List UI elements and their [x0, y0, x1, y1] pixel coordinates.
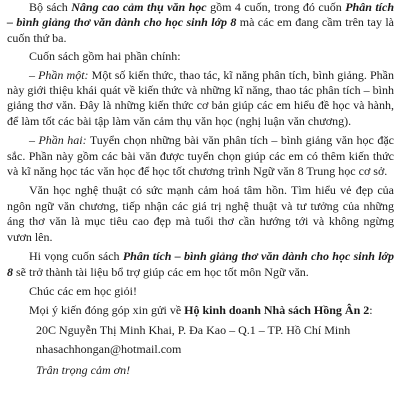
- intro-paragraph: [7, 0, 394, 46]
- publisher-name: Hộ kinh doanh Nhà sách Hồng Ân 2: [184, 303, 370, 318]
- intro-text-b: gồm 4 cuốn, trong đó cuốn: [206, 0, 346, 14]
- publisher-address: 20C Nguyễn Thị Minh Khai, P. Đa Kao – Q.1 – TP. Hồ Chí Minh: [36, 322, 351, 337]
- part-one-paragraph: [7, 68, 394, 130]
- structure-heading: Cuốn sách gồm hai phần chính:: [29, 49, 181, 64]
- intro-text-c: mà các em đang cầm trên tay là cuốn thứ ba.: [7, 15, 394, 45]
- hope-text-b: sẽ trở thành tài liệu bổ trợ giúp các em học tốt môn Ngữ văn.: [13, 264, 309, 279]
- part-two-paragraph: [7, 133, 394, 179]
- wish-line: Chúc các em học giỏi!: [29, 283, 137, 298]
- signoff-line: Trân trọng cảm ơn!: [36, 362, 131, 377]
- intro-text-a: Bộ sách: [29, 0, 72, 14]
- feedback-line: [7, 303, 394, 318]
- hope-text-a: Hi vọng cuốn sách: [29, 249, 123, 264]
- book-title-repeat: Phân tích – bình giảng thơ văn dành cho học sinh lớp 8: [7, 249, 394, 279]
- publisher-email: nhasachhongan@hotmail.com: [36, 341, 182, 356]
- feedback-text: Mọi ý kiến đóng góp xin gửi về: [29, 303, 185, 318]
- book-title: Phân tích – bình giảng thơ văn dành cho học sinh lớp 8: [7, 0, 394, 30]
- feedback-colon: :: [369, 303, 373, 318]
- series-title: Nâng cao cảm thụ văn học: [71, 0, 207, 14]
- part-one-label: – Phần một:: [29, 67, 89, 82]
- hope-paragraph: [7, 249, 394, 280]
- literature-paragraph: Văn học nghệ thuật có sức mạnh cảm hoá tâm hồn. Tìm hiểu vẻ đẹp của ngôn ngữ văn chương, tiếp nhận các giá trị nghệ thuật và tư tưởng của những áng thơ văn là mục tiêu cao đẹp mà tuổi thơ cần hướng tới và không ngừng vươn lên.: [7, 183, 394, 244]
- part-two-text: Tuyển chọn những bài văn phân tích – bình giảng văn học đặc sắc. Phần này gồm các bài văn được tuyển chọn giúp các em có thêm kiến thức và kĩ năng học tác văn học để học tốt chương trình Ngữ văn 8 Trung học cơ sở.: [7, 133, 394, 179]
- part-one-text: Một số kiến thức, thao tác, kĩ năng phân tích, bình giảng. Phần này giới thiệu khái quát về kiến thức và những kĩ năng, thao tác phân tích – bình giảng thơ văn. Đây là những kiến thức cơ bản giúp các em hiểu đề học và hành, để làm tốt các bài tập làm văn cảm thụ văn học (nghị luận văn chương).: [7, 67, 395, 128]
- part-two-label: – Phần hai:: [29, 133, 87, 148]
